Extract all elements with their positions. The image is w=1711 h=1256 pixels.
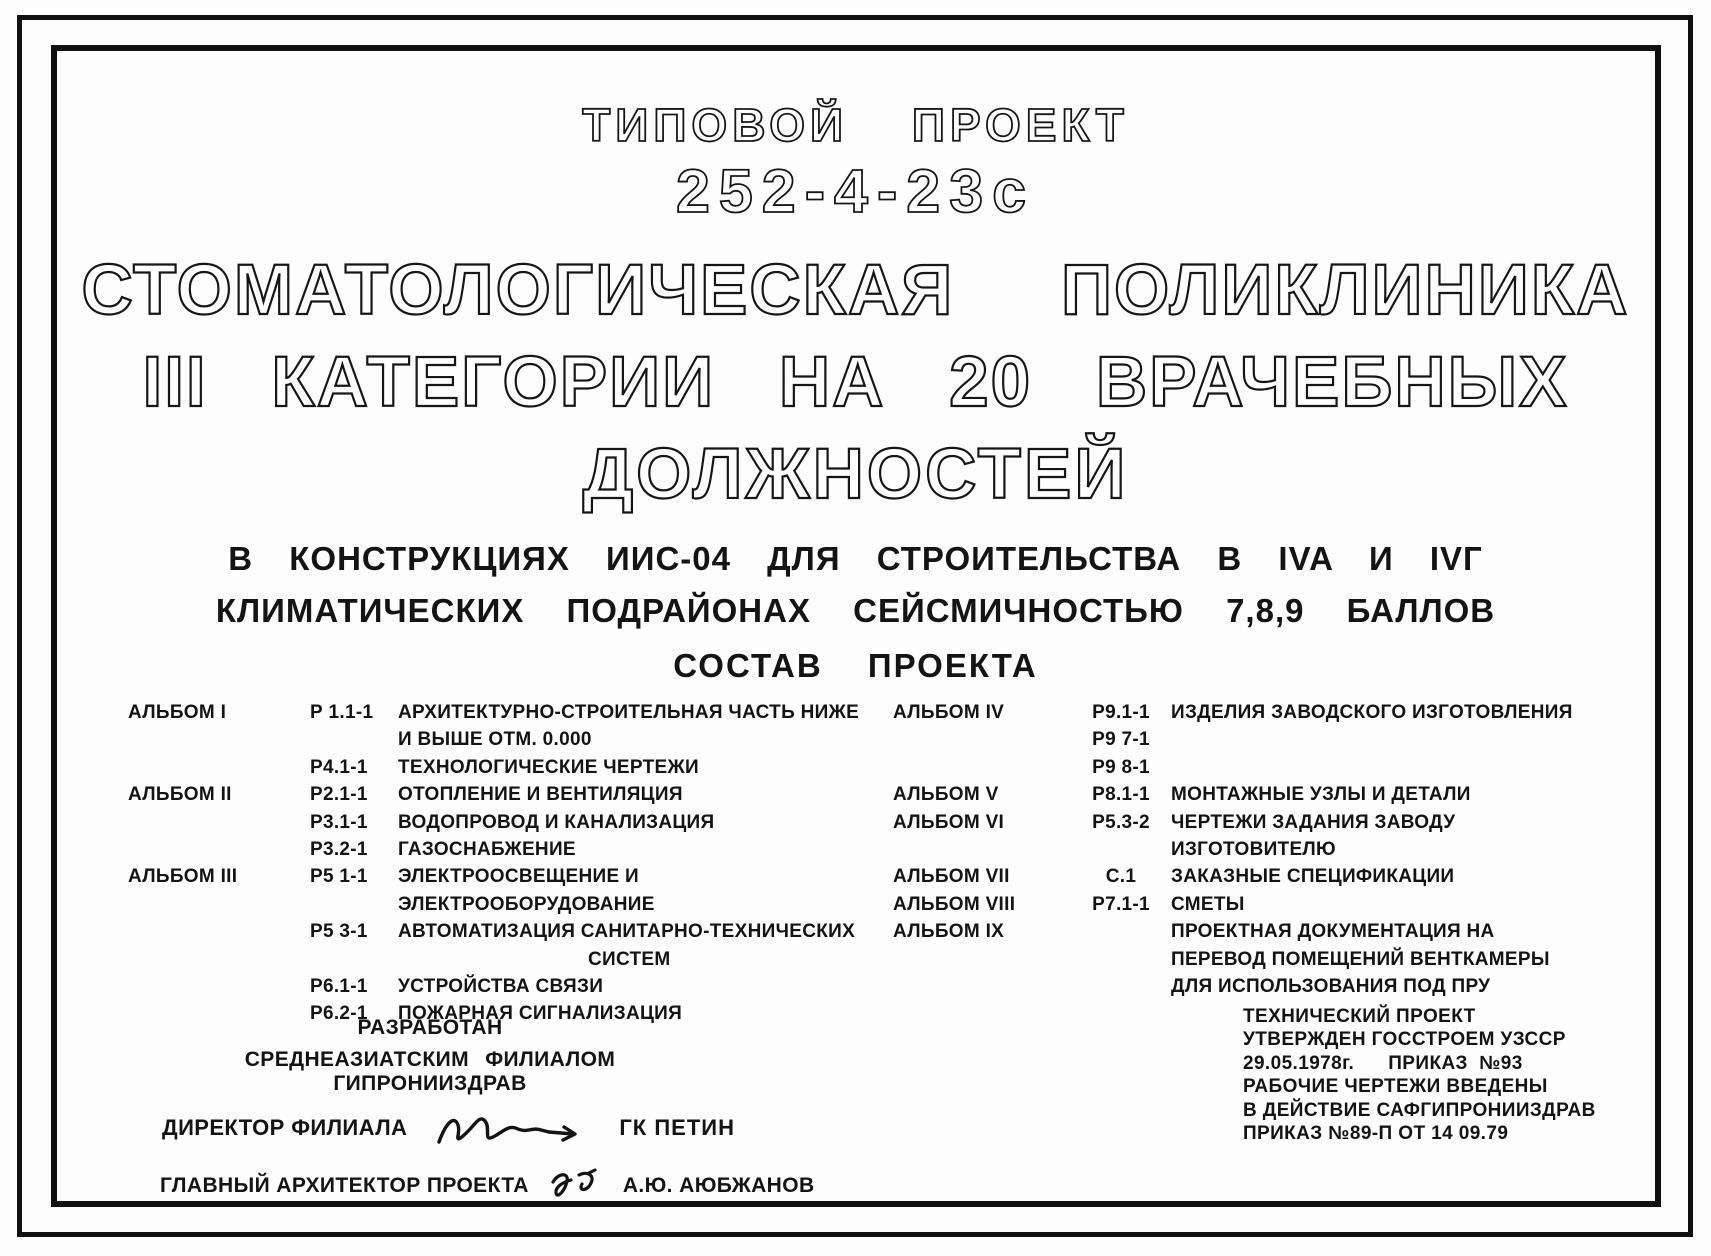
architect-name: А.Ю. АЮБЖАНОВ <box>622 1174 815 1197</box>
album-label <box>893 946 1071 973</box>
album-label: АЛЬБОМ IV <box>893 702 1005 723</box>
main-title-line-1: СТОМАТОЛОГИЧЕСКАЯ ПОЛИКЛИНИКА <box>81 251 1630 330</box>
item-desc: АВТОМАТИЗАЦИЯ САНИТАРНО-ТЕХНИЧЕСКИХ <box>398 921 856 943</box>
item-desc: МОНТАЖНЫЕ УЗЛЫ И ДЕТАЛИ <box>1171 784 1471 806</box>
composition-row <box>893 781 1603 808</box>
approval-block <box>1243 1005 1596 1145</box>
item-code: Р7.1-1 <box>1092 893 1150 915</box>
item-code: Р9 7-1 <box>1092 729 1150 751</box>
director-signature <box>433 1106 593 1150</box>
item-desc: ЭЛЕКТРООСВЕЩЕНИЕ И ЭЛЕКТРООБОРУДОВАНИЕ <box>398 866 655 915</box>
album-label <box>893 973 1071 1000</box>
item-desc: СИСТЕМ <box>588 948 671 970</box>
item-desc: ПОЖАРНАЯ СИГНАЛИЗАЦИЯ <box>398 1003 683 1025</box>
approval-line: 29.05.1978г. ПРИКАЗ №93 <box>1243 1052 1523 1074</box>
subtitle-line-1: В КОНСТРУКЦИЯХ ИИС-04 ДЛЯ СТРОИТЕЛЬСТВА В IVA И IVГ <box>228 540 1483 577</box>
item-desc: ВОДОПРОВОД И КАНАЛИЗАЦИЯ <box>398 811 715 833</box>
album-label: АЛЬБОМ VIII <box>893 893 1016 915</box>
item-code <box>1071 946 1171 973</box>
composition-row <box>128 781 876 808</box>
architect-label: ГЛАВНЫЙ АРХИТЕКТОР ПРОЕКТА <box>160 1174 529 1197</box>
album-label <box>128 836 310 863</box>
item-code: Р4.1-1 <box>310 756 368 778</box>
approval-line: УТВЕРЖДЕН ГОССТРОЕМ УЗССР <box>1243 1029 1566 1051</box>
item-desc <box>1171 754 1603 781</box>
item-desc: И ВЫШЕ ОТМ. 0.000 <box>398 729 592 751</box>
composition-row <box>128 918 876 945</box>
item-code: Р3.2-1 <box>310 839 368 861</box>
item-code <box>310 726 398 753</box>
architect-signature <box>545 1166 607 1206</box>
album-label <box>128 973 310 1000</box>
composition-heading: СОСТАВ ПРОЕКТА <box>673 647 1038 684</box>
item-code: Р9 8-1 <box>1092 756 1150 778</box>
developed-by-block <box>150 1016 890 1206</box>
main-title-line-3: ДОЛЖНОСТЕЙ <box>582 435 1129 514</box>
composition-row <box>893 809 1603 864</box>
item-code <box>1071 973 1171 1000</box>
album-label <box>128 809 310 836</box>
developed-label: РАЗРАБОТАН <box>357 1016 503 1039</box>
album-label: АЛЬБОМ VI <box>893 811 1005 833</box>
main-title-line-2: III КАТЕГОРИИ НА 20 ВРАЧЕБНЫХ <box>142 343 1569 422</box>
album-label <box>893 754 1071 781</box>
approval-line: РАБОЧИЕ ЧЕРТЕЖИ ВВЕДЕНЫ <box>1243 1076 1548 1098</box>
item-desc: ПЕРЕВОД ПОМЕЩЕНИЙ ВЕНТКАМЕРЫ <box>1171 948 1550 970</box>
album-label: АЛЬБОМ IX <box>893 921 1005 943</box>
item-desc: ГАЗОСНАБЖЕНИЕ <box>398 839 576 861</box>
composition-row <box>128 754 876 781</box>
composition-row <box>128 699 876 726</box>
composition-row <box>128 726 876 753</box>
album-label: АЛЬБОМ III <box>128 866 238 888</box>
album-label <box>128 726 310 753</box>
album-label: АЛЬБОМ VII <box>893 866 1010 888</box>
director-name: ГК ПЕТИН <box>619 1115 735 1140</box>
item-desc: ЧЕРТЕЖИ ЗАДАНИЯ ЗАВОДУ ИЗГОТОВИТЕЛЮ <box>1171 811 1456 861</box>
composition-row <box>893 973 1603 1000</box>
item-desc: ИЗДЕЛИЯ ЗАВОДСКОГО ИЗГОТОВЛЕНИЯ <box>1171 702 1573 723</box>
composition-left-column <box>128 699 876 1028</box>
item-desc: ДЛЯ ИСПОЛЬЗОВАНИЯ ПОД ПРУ <box>1171 976 1491 998</box>
doc-type-heading: ТИПОВОЙ ПРОЕКТ <box>582 99 1129 151</box>
item-desc: ПРОЕКТНАЯ ДОКУМЕНТАЦИЯ НА <box>1171 921 1495 943</box>
item-desc: АРХИТЕКТУРНО-СТРОИТЕЛЬНАЯ ЧАСТЬ НИЖЕ <box>398 702 860 723</box>
composition-row <box>893 726 1603 753</box>
item-code: Р3.1-1 <box>310 811 368 833</box>
composition-row <box>893 918 1603 945</box>
album-label <box>893 726 1071 753</box>
item-code: Р5 3-1 <box>310 921 368 943</box>
album-label: АЛЬБОМ V <box>893 784 999 806</box>
item-code: Р6.1-1 <box>310 976 368 998</box>
item-code <box>1071 918 1171 945</box>
composition-right-column <box>893 699 1603 1000</box>
composition-row <box>893 699 1603 726</box>
item-desc: СМЕТЫ <box>1171 893 1245 915</box>
composition-row <box>893 946 1603 973</box>
composition-row <box>893 863 1603 890</box>
item-desc: УСТРОЙСТВА СВЯЗИ <box>398 976 604 998</box>
architect-signature-row <box>160 1166 890 1206</box>
composition-row <box>893 891 1603 918</box>
approval-line: ТЕХНИЧЕСКИЙ ПРОЕКТ <box>1243 1006 1476 1027</box>
composition-row <box>128 809 876 836</box>
composition-row <box>893 754 1603 781</box>
composition-row <box>128 836 876 863</box>
item-desc: ТЕХНОЛОГИЧЕСКИЕ ЧЕРТЕЖИ <box>398 756 699 778</box>
approval-line: ПРИКАЗ №89-П ОТ 14 09.79 <box>1243 1123 1509 1145</box>
item-code: Р5 1-1 <box>310 866 368 888</box>
album-label: АЛЬБОМ II <box>128 784 232 806</box>
subtitle-line-2: КЛИМАТИЧЕСКИХ ПОДРАЙОНАХ СЕЙСМИЧНОСТЬЮ 7,8,9 БАЛЛОВ <box>215 592 1496 629</box>
director-label: ДИРЕКТОР ФИЛИАЛА <box>162 1115 408 1140</box>
item-code: Р9.1-1 <box>1092 702 1150 723</box>
item-code: С.1 <box>1105 866 1137 888</box>
composition-row <box>128 863 876 918</box>
album-label: АЛЬБОМ I <box>128 702 227 723</box>
director-signature-row <box>162 1106 890 1150</box>
item-desc: ЗАКАЗНЫЕ СПЕЦИФИКАЦИИ <box>1171 866 1455 888</box>
album-label <box>128 754 310 781</box>
developer-organization: СРЕДНЕАЗИАТСКИМ ФИЛИАЛОМ ГИПРОНИИЗДРАВ <box>244 1048 616 1095</box>
item-code: Р 1.1-1 <box>310 702 374 723</box>
item-code: Р8.1-1 <box>1092 784 1150 806</box>
composition-row <box>128 973 876 1000</box>
project-code: 252-4-23с <box>675 157 1036 225</box>
item-code: Р2.1-1 <box>310 784 368 806</box>
item-desc: ОТОПЛЕНИЕ И ВЕНТИЛЯЦИЯ <box>398 784 683 806</box>
item-code <box>310 946 398 973</box>
approval-line: В ДЕЙСТВИЕ САФГИПРОНИИЗДРАВ <box>1243 1099 1596 1121</box>
item-code: Р6.2-1 <box>310 1003 368 1025</box>
composition-row <box>128 946 876 973</box>
item-code: Р5.3-2 <box>1092 811 1150 833</box>
album-label <box>128 946 310 973</box>
item-desc <box>1171 726 1603 753</box>
album-label <box>128 918 310 945</box>
